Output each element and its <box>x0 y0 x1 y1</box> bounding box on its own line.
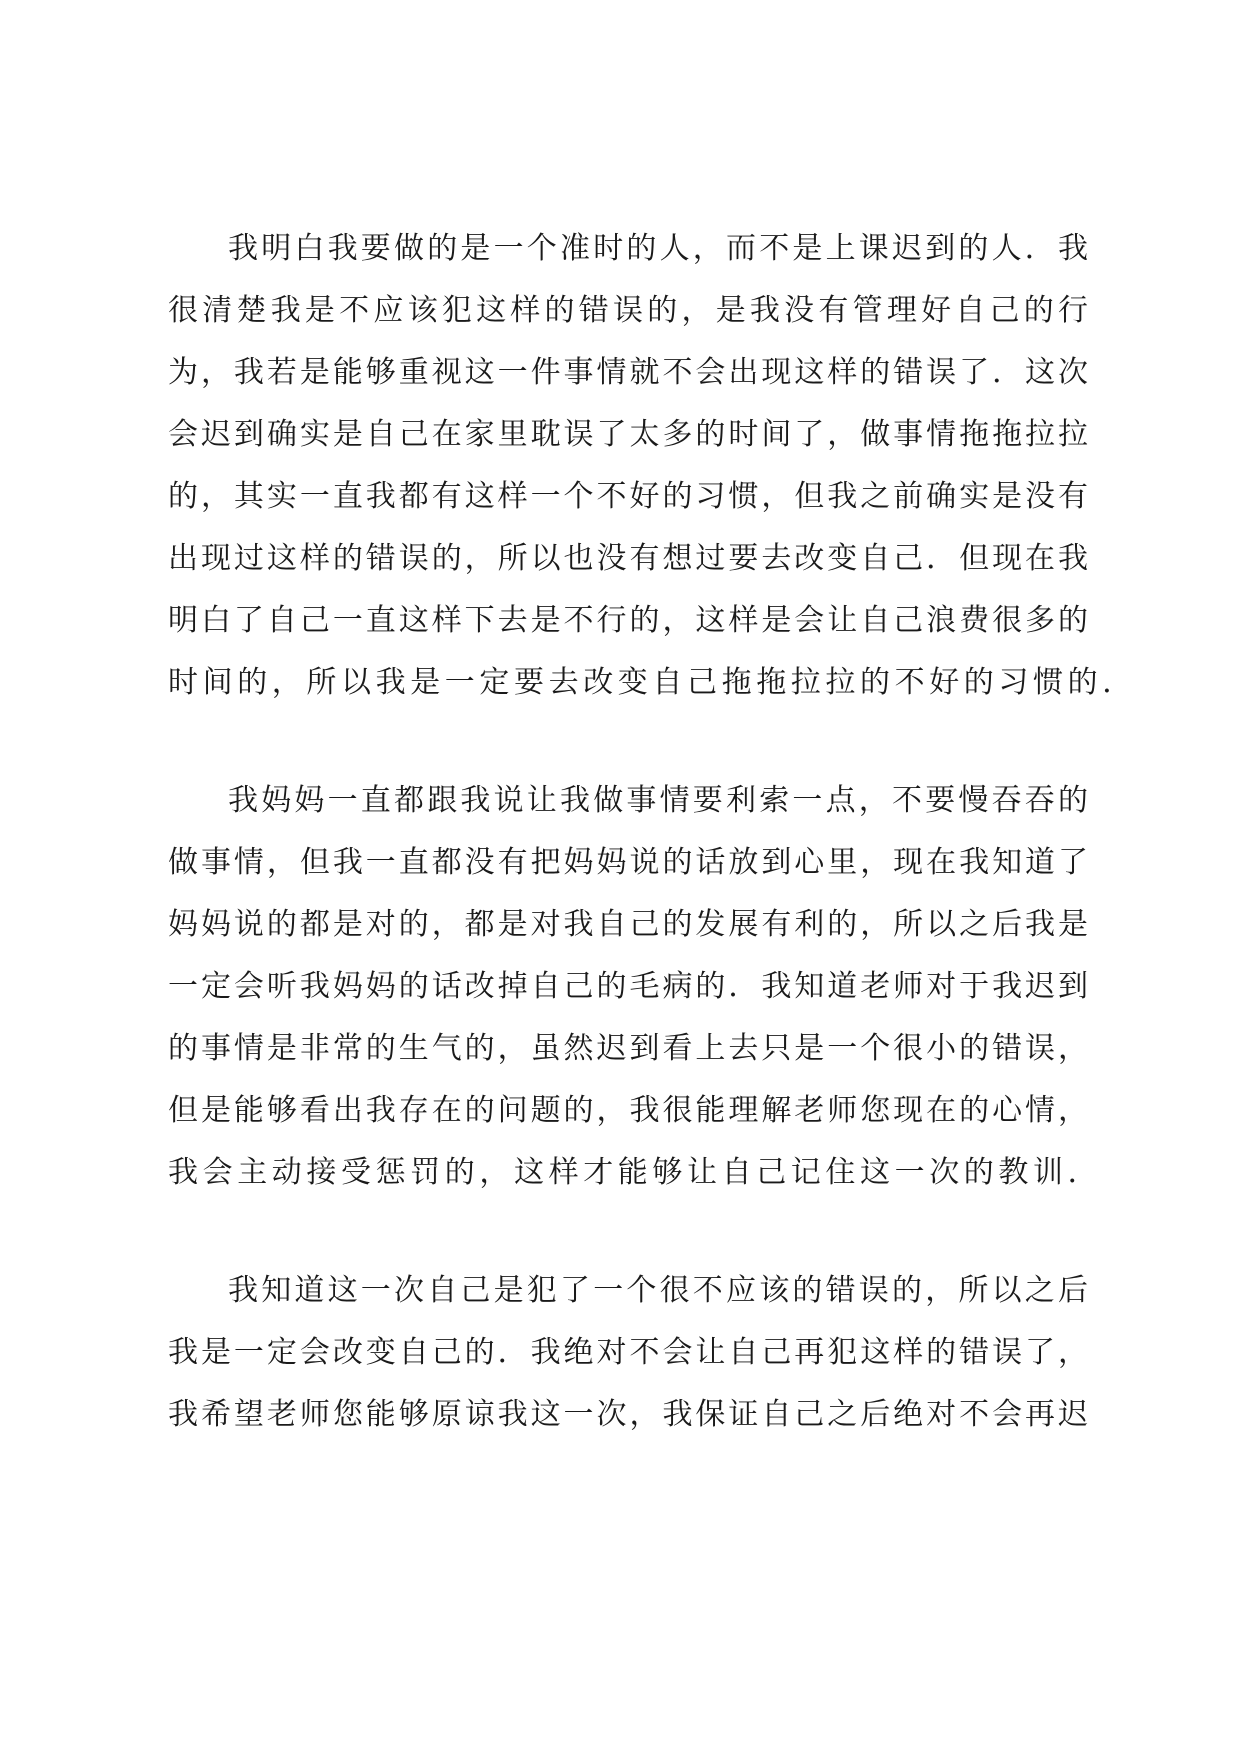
text-line: 时间的，所以我是一定要去改变自己拖拖拉拉的不好的习惯的． <box>168 665 1137 700</box>
text-line: 明白了自己一直这样下去是不行的，这样是会让自己浪费很多的 <box>168 603 1088 638</box>
text-line: 很清楚我是不应该犯这样的错误的，是我没有管理好自己的行 <box>168 293 1088 328</box>
text-line: 的，其实一直我都有这样一个不好的习惯，但我之前确实是没有 <box>168 479 1088 514</box>
text-line: 出现过这样的错误的，所以也没有想过要去改变自己．但现在我 <box>168 541 1088 576</box>
text-line: 我妈妈一直都跟我说让我做事情要利索一点，不要慢吞吞的 <box>228 783 1088 818</box>
text-line: 为，我若是能够重视这一件事情就不会出现这样的错误了．这次 <box>168 355 1088 390</box>
text-line: 我是一定会改变自己的．我绝对不会让自己再犯这样的错误了， <box>168 1335 1088 1370</box>
text-line: 会迟到确实是自己在家里耽误了太多的时间了，做事情拖拖拉拉 <box>168 417 1088 452</box>
text-line: 一定会听我妈妈的话改掉自己的毛病的．我知道老师对于我迟到 <box>168 969 1088 1004</box>
text-line: 我明白我要做的是一个准时的人，而不是上课迟到的人．我 <box>228 231 1088 266</box>
text-line: 我希望老师您能够原谅我这一次，我保证自己之后绝对不会再迟 <box>168 1397 1088 1432</box>
text-line: 我会主动接受惩罚的，这样才能够让自己记住这一次的教训． <box>168 1155 1103 1190</box>
text-line: 的事情是非常的生气的，虽然迟到看上去只是一个很小的错误， <box>168 1031 1088 1066</box>
text-line: 但是能够看出我存在的问题的，我很能理解老师您现在的心情， <box>168 1093 1088 1128</box>
text-line: 做事情，但我一直都没有把妈妈说的话放到心里，现在我知道了 <box>168 845 1088 880</box>
text-line: 妈妈说的都是对的，都是对我自己的发展有利的，所以之后我是 <box>168 907 1088 942</box>
text-line: 我知道这一次自己是犯了一个很不应该的错误的，所以之后 <box>228 1273 1088 1308</box>
